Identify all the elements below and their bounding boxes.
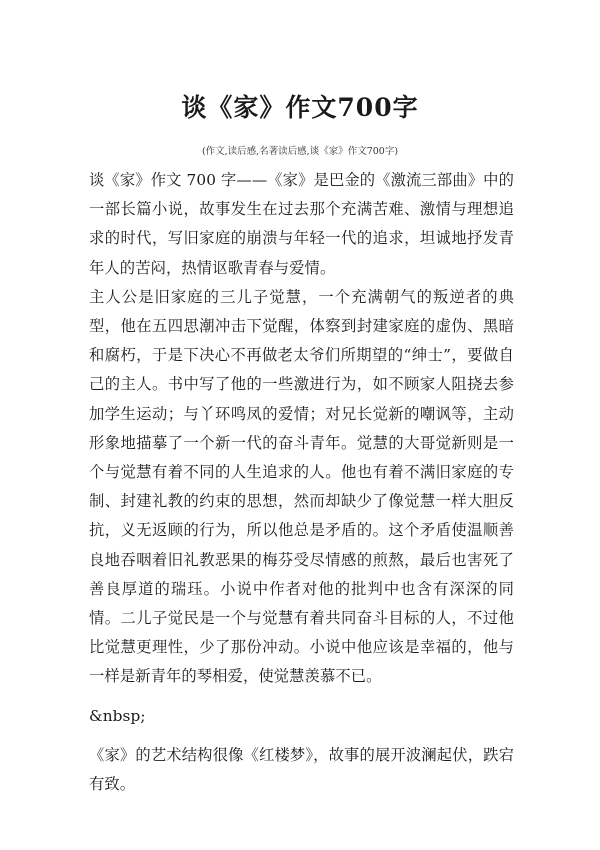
paragraph-spacer <box>89 731 514 741</box>
paragraph-structure: 《家》的艺术结构很像《红楼梦》，故事的展开波澜起伏，跌宕有致。 <box>89 745 514 794</box>
document-title: 谈《家》作文700字 <box>181 93 419 122</box>
paragraph-characters: 主人公是旧家庭的三儿子觉慧，一个充满朝气的叛逆者的典型，他在五四思潮冲击下觉醒，体察到封建家庭的虚伪、黑暗和腐朽，于是下决心不再做老太爷们所期望的“绅士”，要做自己的主人。书中写了他的一些激进行为，如不顾家人阻挠去参加学生运动；与丫环鸣凤的爱情；对兄长觉新的嘲讽等，主动形象地描摹了一个新一代的奋斗青年。觉慧的大哥觉新则是一个与觉慧有着不同的人生追求的人。他也有着不满旧家庭的专制、封建礼教的约束的思想，然而却缺少了像觉慧一样大胆反抗，义无返顾的行为，所以他总是矛盾的。这个矛盾使温顺善良地吞咽着旧礼教恶果的梅芬受尽情感的煎熬，最后也害死了善良厚道的瑞珏。小说中作者对他的批判中也含有深深的同情。二儿子觉民是一个与觉慧有着共同奋斗目标的人，不过他比觉慧更理性，少了那份冲动。小说中他应该是幸福的，他与一样是新青年的琴相爱，使觉慧羡慕不已。 <box>89 287 514 686</box>
paragraph-intro: 谈《家》作文 700 字——《家》是巴金的《激流三部曲》中的一部长篇小说，故事发生在过去那个充满苦难、激情与理想追求的时代，写旧家庭的崩溃与年轻一代的追求，坦诚地抒发青年人的苦闷，热情讴歌青春与爱情。 <box>89 171 514 277</box>
document-subtitle: (作文,读后感,名著读后感,谈《家》作文700字) <box>201 146 399 157</box>
paragraph-spacer <box>89 692 514 702</box>
document-body <box>89 166 514 799</box>
paragraph-nbsp: &nbsp; <box>89 706 146 725</box>
